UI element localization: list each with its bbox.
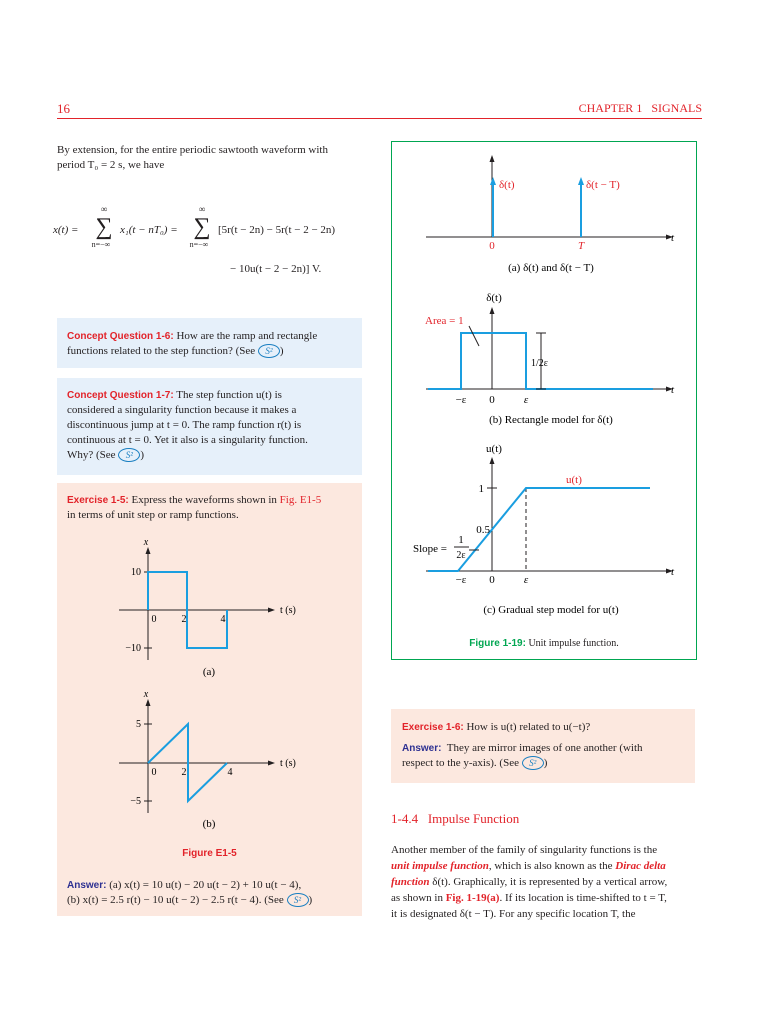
figure-1-19-label: Figure 1-19: [469,638,526,649]
panel-c-slope-den: 2ε [456,550,466,561]
panel-c-y-1: 1 [478,483,484,495]
panel-b-y-label: δ(t) [486,292,502,304]
panel-b-tick-pos: ε [523,394,529,406]
exercise-1-5-answer [67,878,367,908]
fig-1-19a-link[interactable]: Fig. 1-19(a) [445,892,500,904]
sum1-sigma-icon: ∑ [95,214,113,240]
concept-1-7-line-3: continuous at t = 0. Yet it also is a singularity function. [67,434,308,446]
panel-a-caption: (a) δ(t) and δ(t − T) [508,262,594,274]
exercise-1-5-label: Exercise 1-5: [67,495,129,506]
plot-a-y-high: 10 [131,567,141,578]
answer-label: Answer: [67,880,107,891]
body-paragraph [391,842,701,922]
s2-badge[interactable]: S² [258,344,280,358]
concept-1-7-end: ) [140,449,144,461]
concept-1-7-line-0: The step function u(t) is [173,389,282,401]
s2-badge[interactable]: S² [287,893,309,907]
plot-a-tick-2: 2 [181,614,187,625]
panel-b-tick-0: 0 [489,394,495,406]
panel-b-area-label: Area = 1 [425,315,464,327]
plot-a-y-low: −10 [125,643,141,654]
exercise-1-6-text: How is u(t) related to u(−t)? [463,721,591,733]
sum2-top: ∞ [198,204,206,214]
panel-a-tick-0: 0 [489,240,495,252]
panel-b-caption: (b) Rectangle model for δ(t) [489,414,613,426]
exercise-1-5-text2: in terms of unit step or ramp functions. [67,509,239,521]
panel-c-slope-num: 1 [458,534,464,546]
plot-b-tick-2: 2 [181,767,187,778]
body-line-3-rest: δ(t). Graphically, it is represented by a vertical arrow, [429,876,668,888]
intro-line-1: By extension, for the entire periodic sawtooth waveform with [57,144,328,156]
plot-a-caption: (a) [202,666,216,678]
panel-a-y-arrow-icon [490,155,495,162]
plot-b-caption: (b) [202,818,216,830]
sum2-sigma-icon: ∑ [193,214,211,240]
figure-1-19-caption [391,636,697,651]
intro-line-2: period T₀ = 2 s, we have [57,159,165,171]
sum1-top: ∞ [100,204,108,214]
plot-a-x-label: x [143,537,149,548]
equation-term-2: [5r(t − 2n) − 5r(t − 2 − 2n) [218,224,336,236]
panel-c-caption: (c) Gradual step model for u(t) [483,604,619,616]
equation-line-2: − 10u(t − 2 − 2n)] V. [230,263,322,275]
panel-c-y-label: u(t) [486,443,502,455]
figure-e1-5-link[interactable]: Fig. E1-5 [279,494,322,506]
concept-question-1-7-box [57,378,362,475]
s2-badge[interactable]: S² [522,756,544,770]
section-heading [391,811,519,827]
term-unit-impulse: unit impulse function [391,860,489,872]
exercise-1-6-label: Exercise 1-6: [402,722,464,733]
term-dirac-delta: Dirac delta [615,860,666,872]
figure-e1-5-caption: Figure E1-5 [182,848,237,859]
panel-b-tick-neg: −ε [455,394,467,406]
concept-1-6-text2: functions related to the step function? (See [67,345,258,357]
term-function: function [391,876,430,888]
concept-1-6-end: ) [279,345,284,357]
plot-a-tick-0: 0 [151,614,157,625]
exercise-1-6-box [391,709,695,783]
plot-b-y-arrow-icon [146,699,151,706]
plot-a-y-arrow-icon [146,547,151,554]
answer-end: ) [308,894,313,906]
concept-1-7-line-1: considered a singularity function because it makes a [67,404,297,416]
sum2-bottom: n=−∞ [189,240,209,249]
exercise-1-6-answer-line-1: They are mirror images of one another (with [441,742,643,754]
plot-b-t-label: t (s) [280,758,296,769]
equation-term-1: x₁(t − nT₀) = [120,224,178,236]
panel-b-t-label: t [671,384,675,396]
answer-line-2: (b) x(t) = 2.5 r(t) − 10 u(t − 2) − 2.5 r(t − 4). (See [67,894,287,906]
panel-a-tick-T: T [577,240,585,252]
panel-c-tick-pos: ε [523,574,529,586]
plot-b-y-low: −5 [130,796,141,807]
body-line-3 [391,874,701,890]
body-line-4-b: . If its location is time-shifted to t = T, [499,892,667,904]
answer-line-1: (a) x(t) = 10 u(t) − 20 u(t − 2) + 10 u(t − 4), [106,879,302,891]
panel-a-label-2: δ(t − T) [586,179,620,191]
equation-lhs: x(t) = [53,224,79,236]
section-title: Impulse Function [427,811,520,826]
panel-b-y-arrow-icon [490,307,495,314]
body-line-4-a: as shown in [391,892,446,904]
concept-1-6-label: Concept Question 1-6: [67,331,174,342]
figure-1-19-caption-text: Unit impulse function. [525,638,619,649]
concept-1-7-label: Concept Question 1-7: [67,390,174,401]
body-line-5: it is designated δ(t − T). For any specific location T, the [391,908,636,920]
plot-a-t-arrow-icon [268,608,275,613]
page-number: 16 [57,101,70,116]
sum1-bottom: n=−∞ [91,240,111,249]
body-line-1: Another member of the family of singularity functions is the [391,844,658,856]
concept-question-1-6-box [57,318,362,368]
plot-a-tick-4: 4 [220,614,226,625]
delta-t-minus-T-arrow-icon [578,177,584,185]
panel-a-t-label: t [671,232,675,244]
plot-b-y-high: 5 [136,719,141,730]
panel-b-height-label: 1/2ε [531,358,548,369]
chapter-title: CHAPTER 1 SIGNALS [578,101,702,115]
exercise-1-6-answer-line-2: respect to the y-axis). (See [402,757,522,769]
panel-c-tick-0: 0 [489,574,495,586]
exercise-1-6-end: ) [543,757,548,769]
plot-a-t-label: t (s) [280,605,296,616]
section-number: 1-4.4 [391,811,419,826]
body-line-2 [391,858,701,874]
sum-sign-2 [190,205,214,249]
body-line-4 [391,890,701,906]
exercise-1-6-answer-label: Answer: [402,743,442,754]
concept-1-6-text1: How are the ramp and rectangle [173,330,318,342]
plot-b-x-label: x [143,689,149,700]
intro-text [57,143,377,173]
concept-1-7-line-4: Why? (See [67,449,119,461]
panel-c-slope-label: Slope = [413,543,448,555]
plot-b-tick-0: 0 [151,767,157,778]
body-line-2-mid: , which is also known as the [488,860,616,872]
plot-b-tick-4: 4 [227,767,233,778]
concept-1-7-line-2: discontinuous jump at t = 0. The ramp function r(t) is [67,419,302,431]
header-rule [57,118,702,119]
s2-badge[interactable]: S² [118,448,140,462]
delta-t-arrow-icon [490,177,496,185]
plot-b-t-arrow-icon [268,761,275,766]
panel-a-label-1: δ(t) [499,179,515,191]
exercise-1-5-text1: Express the waveforms shown in [128,494,280,506]
panel-c-y-05: 0.5 [476,524,490,536]
panel-c-y-arrow-icon [490,457,495,464]
panel-c-tick-neg: −ε [455,574,467,586]
panel-c-curve-label: u(t) [566,474,582,486]
area-pointer [469,326,479,346]
figure-1-19-diagram [391,141,697,660]
panel-c-t-label: t [671,566,675,578]
sum-sign-1 [92,205,116,249]
